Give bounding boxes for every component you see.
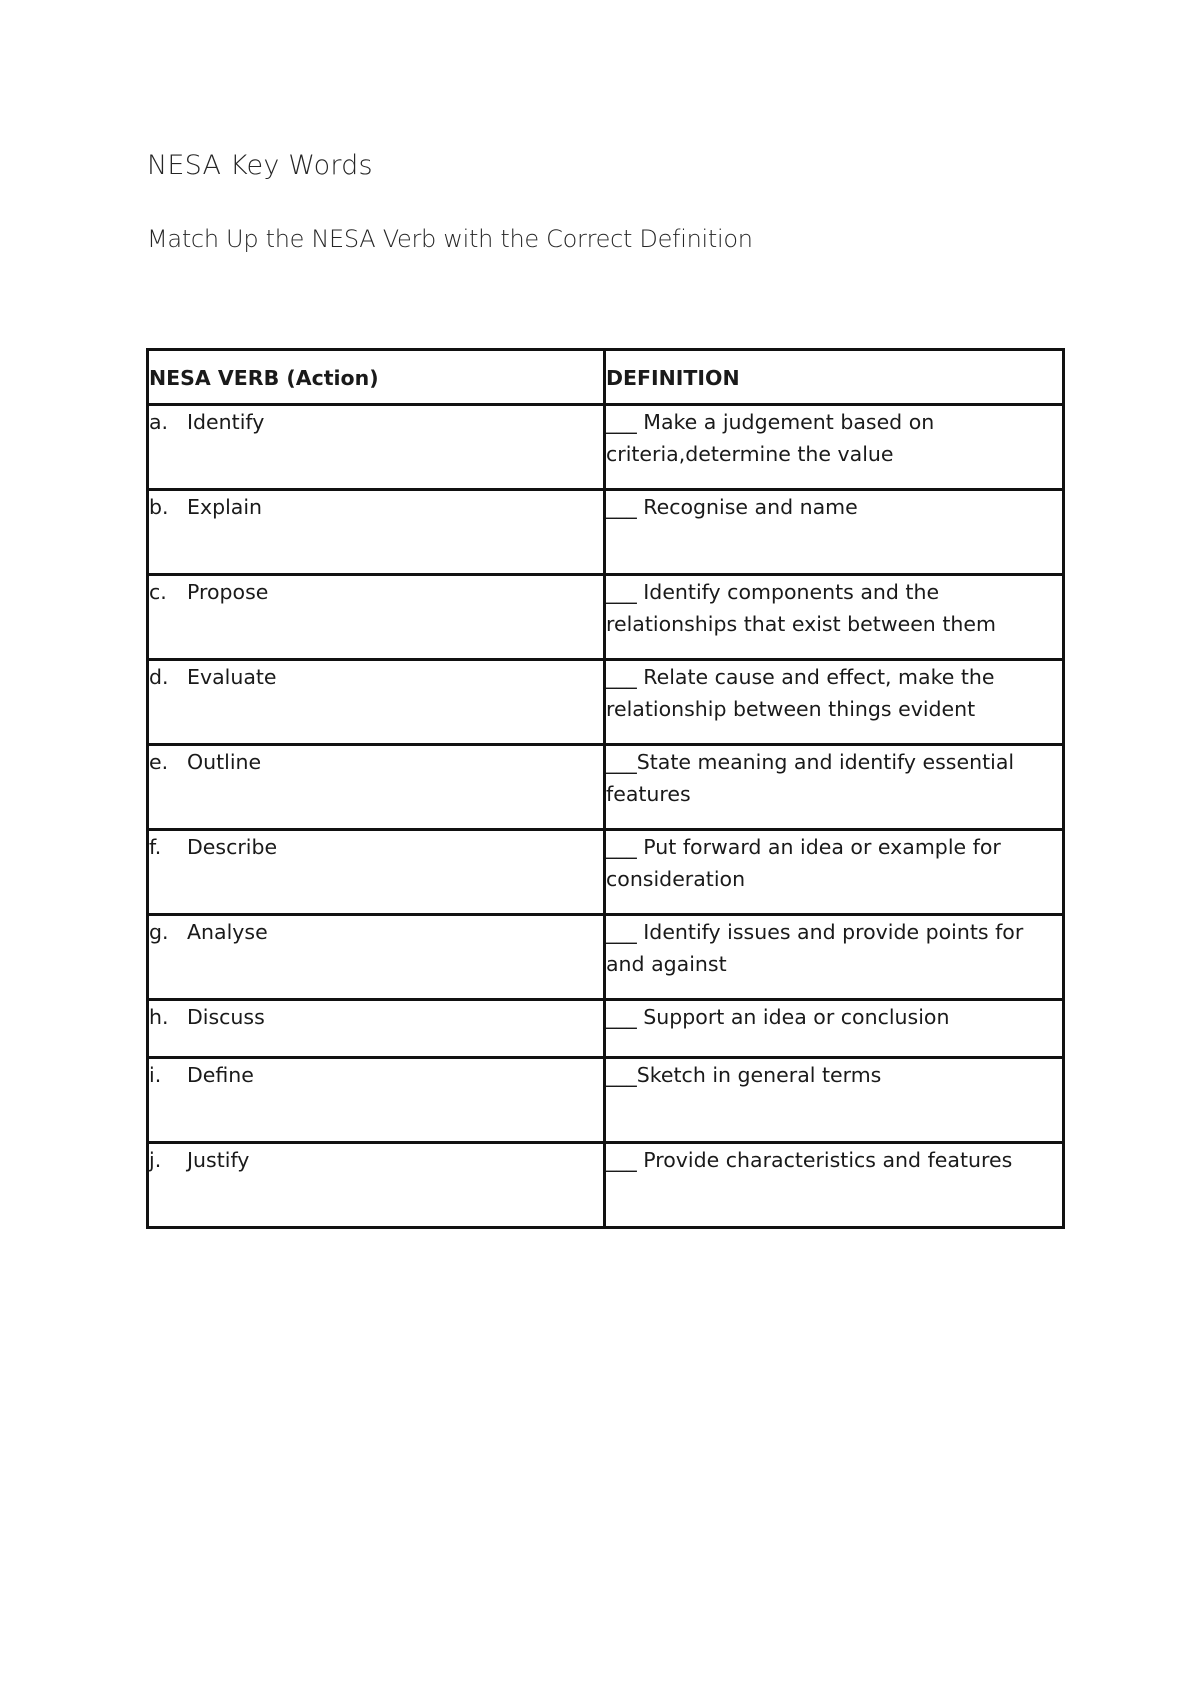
verb-text: Propose xyxy=(187,580,269,604)
verb-letter: b. xyxy=(149,495,169,519)
verb-text: Analyse xyxy=(187,920,268,944)
verb-cell xyxy=(148,490,605,575)
definition-cell: ___ Support an idea or conclusion xyxy=(605,1000,1064,1058)
definition-cell: ___ Identify issues and provide points for and against xyxy=(605,915,1064,1000)
verb-text: Discuss xyxy=(187,1005,265,1029)
definition-cell: ___Sketch in general terms xyxy=(605,1058,1064,1143)
verb-text: Justify xyxy=(187,1148,250,1172)
verb-text: Outline xyxy=(187,750,262,774)
verb-cell xyxy=(148,745,605,830)
page-title: NESA Key Words xyxy=(147,150,373,181)
page-subtitle: Match Up the NESA Verb with the Correct Definition xyxy=(147,225,753,253)
verb-cell xyxy=(148,405,605,490)
verb-cell xyxy=(148,1000,605,1058)
verb-cell xyxy=(148,1058,605,1143)
verb-text: Describe xyxy=(187,835,278,859)
header-definition: DEFINITION xyxy=(605,350,1064,405)
table-row xyxy=(148,745,1064,830)
verb-letter: j. xyxy=(149,1148,162,1172)
table-row xyxy=(148,1143,1064,1228)
verb-cell xyxy=(148,575,605,660)
definition-cell: ___ Recognise and name xyxy=(605,490,1064,575)
definition-cell: ___ Identify components and the relationships that exist between them xyxy=(605,575,1064,660)
definition-cell: ___ Put forward an idea or example for consideration xyxy=(605,830,1064,915)
definition-cell: ___ Make a judgement based on criteria,determine the value xyxy=(605,405,1064,490)
verb-definition-table xyxy=(146,348,1065,1229)
verb-text: Define xyxy=(187,1063,254,1087)
definition-cell: ___ Relate cause and effect, make the relationship between things evident xyxy=(605,660,1064,745)
table-row xyxy=(148,660,1064,745)
verb-letter: e. xyxy=(149,750,169,774)
table-header-row xyxy=(148,350,1064,405)
verb-letter: i. xyxy=(149,1063,162,1087)
table-row xyxy=(148,575,1064,660)
verb-text: Evaluate xyxy=(187,665,277,689)
verb-letter: g. xyxy=(149,920,169,944)
verb-letter: f. xyxy=(149,835,162,859)
table-row xyxy=(148,490,1064,575)
verb-text: Explain xyxy=(187,495,263,519)
verb-cell xyxy=(148,915,605,1000)
verb-letter: c. xyxy=(149,580,167,604)
table-row xyxy=(148,1058,1064,1143)
table-row xyxy=(148,405,1064,490)
table-row xyxy=(148,1000,1064,1058)
verb-text: Identify xyxy=(187,410,265,434)
verb-letter: h. xyxy=(149,1005,169,1029)
table-row xyxy=(148,830,1064,915)
verb-cell xyxy=(148,660,605,745)
verb-cell xyxy=(148,1143,605,1228)
table-row xyxy=(148,915,1064,1000)
verb-letter: d. xyxy=(149,665,169,689)
definition-cell: ___State meaning and identify essential features xyxy=(605,745,1064,830)
verb-letter: a. xyxy=(149,410,169,434)
header-verb: NESA VERB (Action) xyxy=(148,350,605,405)
definition-cell: ___ Provide characteristics and features xyxy=(605,1143,1064,1228)
verb-cell xyxy=(148,830,605,915)
